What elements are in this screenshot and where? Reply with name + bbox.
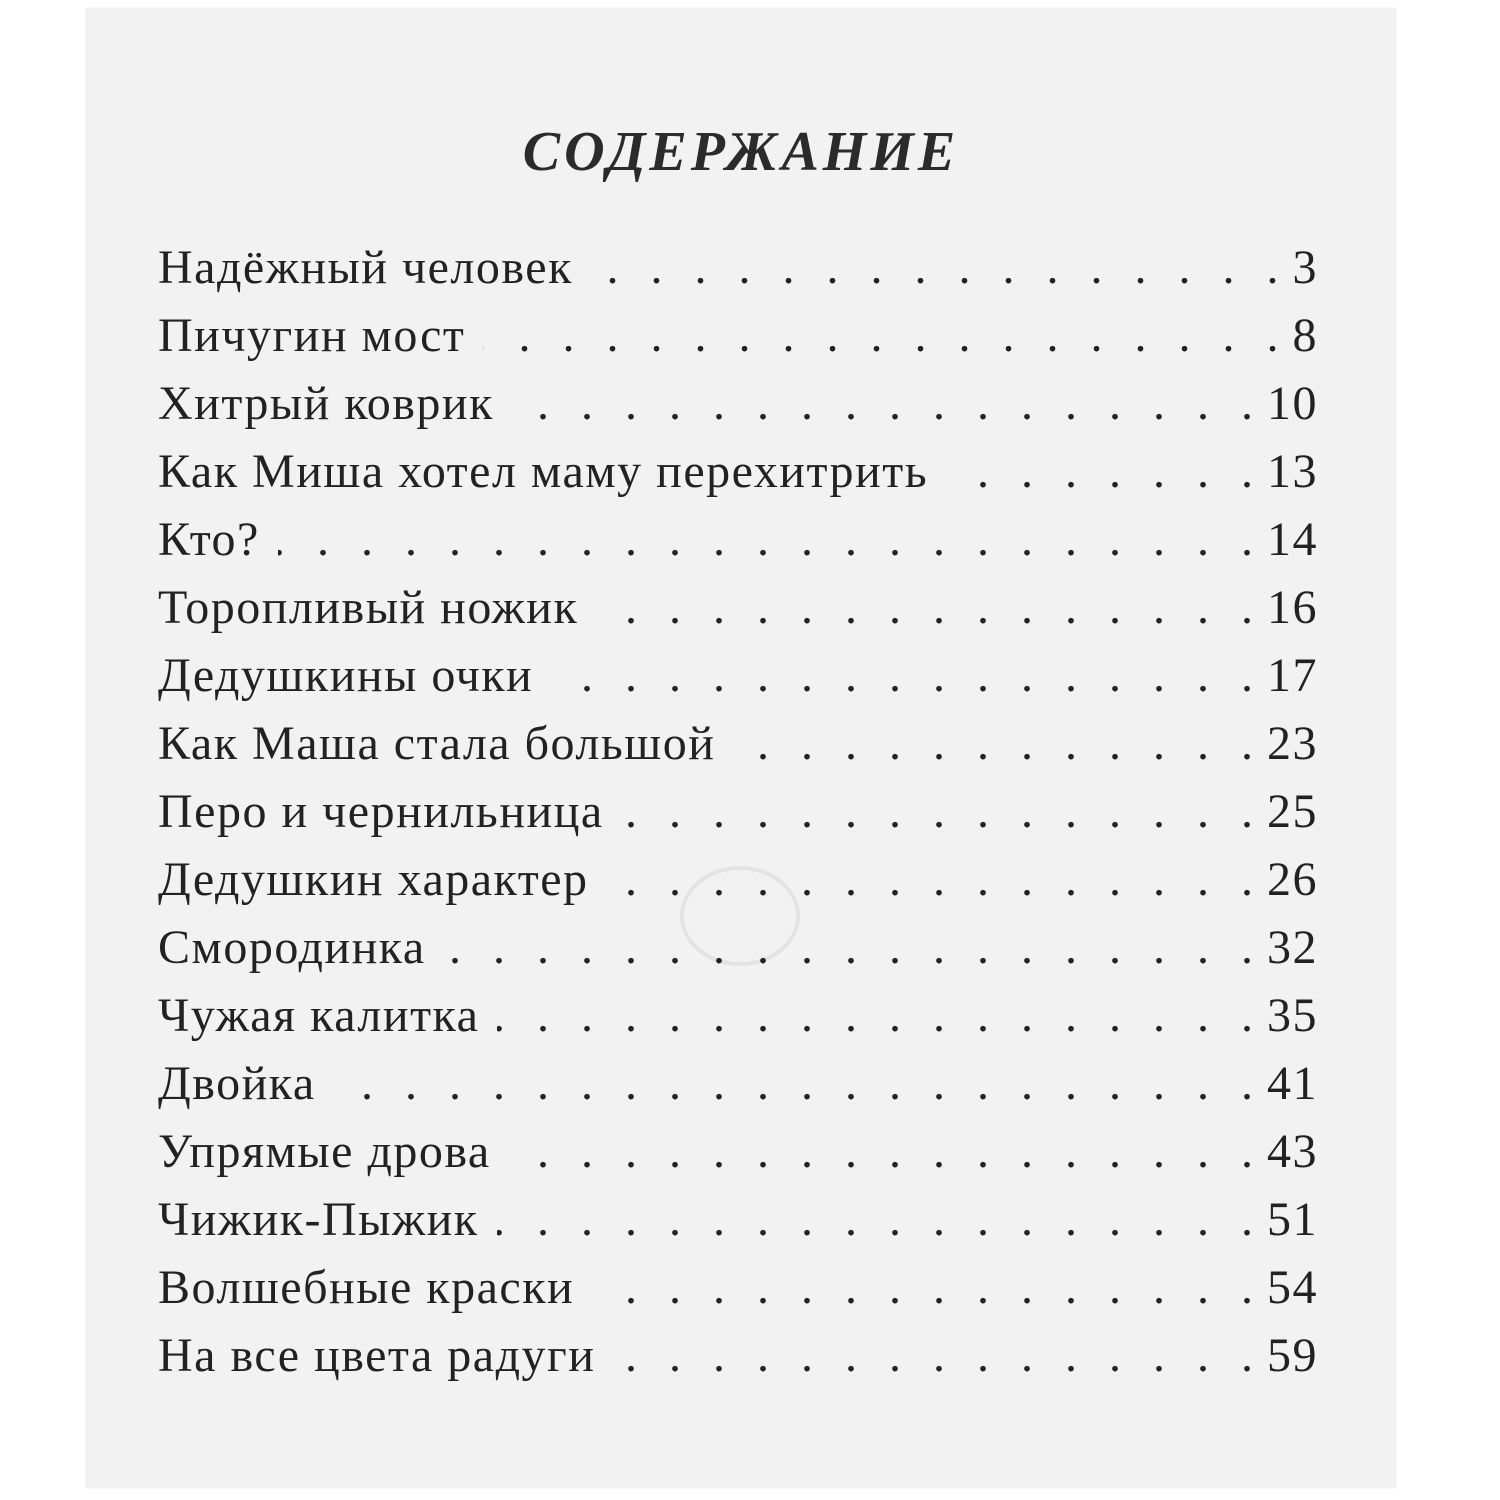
- dot-leader: [509, 1124, 1263, 1179]
- toc-entry-title: Волшебные краски: [158, 1261, 575, 1314]
- toc-entry: [158, 648, 1318, 716]
- dot-leader: [497, 988, 1263, 1043]
- toc-entry: [158, 580, 1318, 648]
- page-title: СОДЕРЖАНИЕ: [522, 120, 960, 183]
- dot-leader: [607, 852, 1263, 907]
- toc-entry-title: Дедушкины очки: [158, 649, 534, 702]
- toc-entry: [158, 1192, 1318, 1260]
- toc-entry-page: 35: [1267, 989, 1318, 1042]
- toc-entry-title: Чужая калитка: [158, 989, 480, 1042]
- toc-entry: [158, 1328, 1318, 1396]
- toc-entry: [158, 1124, 1318, 1192]
- toc-entry: [158, 852, 1318, 920]
- toc-entry-title: Как Миша хотел маму перехитрить: [158, 445, 929, 498]
- toc-entry-title: Смородинка: [158, 921, 426, 974]
- toc-entry-page: 26: [1267, 853, 1318, 906]
- toc-entry: [158, 444, 1318, 512]
- toc-entry-page: 43: [1267, 1125, 1318, 1178]
- table-of-contents: [158, 240, 1318, 1396]
- dot-leader: [551, 648, 1263, 703]
- toc-entry-page: 59: [1267, 1329, 1318, 1382]
- toc-entry-page: 17: [1267, 649, 1318, 702]
- toc-entry-page: 8: [1292, 309, 1318, 362]
- toc-entry: [158, 988, 1318, 1056]
- toc-entry-page: 10: [1267, 377, 1318, 430]
- dot-leader: [444, 920, 1263, 975]
- toc-entry-page: 32: [1267, 921, 1318, 974]
- toc-entry: [158, 512, 1318, 580]
- toc-entry-page: 14: [1267, 513, 1318, 566]
- toc-entry-title: Упрямые дрова: [158, 1125, 491, 1178]
- dot-leader: [334, 1056, 1263, 1111]
- dot-leader: [596, 580, 1263, 635]
- toc-entry: [158, 1056, 1318, 1124]
- dot-leader: [592, 1260, 1263, 1315]
- toc-entry-title: Чижик-Пыжик: [158, 1193, 479, 1246]
- toc-entry-title: Дедушкин характер: [158, 853, 589, 906]
- toc-entry: [158, 1260, 1318, 1328]
- toc-entry: [158, 376, 1318, 444]
- toc-entry: [158, 716, 1318, 784]
- toc-entry-page: 23: [1267, 717, 1318, 770]
- toc-entry-title: Хитрый коврик: [158, 377, 494, 430]
- dot-leader: [591, 240, 1289, 295]
- dot-leader: [622, 784, 1263, 839]
- toc-entry-page: 41: [1267, 1057, 1318, 1110]
- toc-entry-title: Надёжный человек: [158, 241, 573, 294]
- dot-leader: [512, 376, 1263, 431]
- toc-entry-page: 54: [1267, 1261, 1318, 1314]
- dot-leader: [483, 308, 1288, 363]
- toc-entry-title: Кто?: [158, 513, 260, 566]
- toc-entry-page: 25: [1267, 785, 1318, 838]
- dot-leader: [946, 444, 1263, 499]
- toc-entry-title: На все цвета радуги: [158, 1329, 596, 1382]
- dot-leader: [278, 512, 1263, 567]
- book-page: [86, 8, 1396, 1488]
- toc-entry-title: Пичугин мост: [158, 309, 466, 362]
- toc-entry: [158, 308, 1318, 376]
- toc-entry: [158, 920, 1318, 988]
- toc-entry-title: Перо и чернильница: [158, 785, 604, 838]
- dot-leader: [497, 1192, 1263, 1247]
- toc-entry-page: 16: [1267, 581, 1318, 634]
- toc-entry: [158, 784, 1318, 852]
- toc-entry-page: 13: [1267, 445, 1318, 498]
- toc-entry-page: 51: [1267, 1193, 1318, 1246]
- toc-entry-title: Двойка: [158, 1057, 316, 1110]
- toc-entry-page: 3: [1292, 241, 1318, 294]
- dot-leader: [733, 716, 1263, 771]
- toc-entry-title: Торопливый ножик: [158, 581, 579, 634]
- toc-entry: [158, 240, 1318, 308]
- dot-leader: [613, 1328, 1263, 1383]
- toc-entry-title: Как Маша стала большой: [158, 717, 716, 770]
